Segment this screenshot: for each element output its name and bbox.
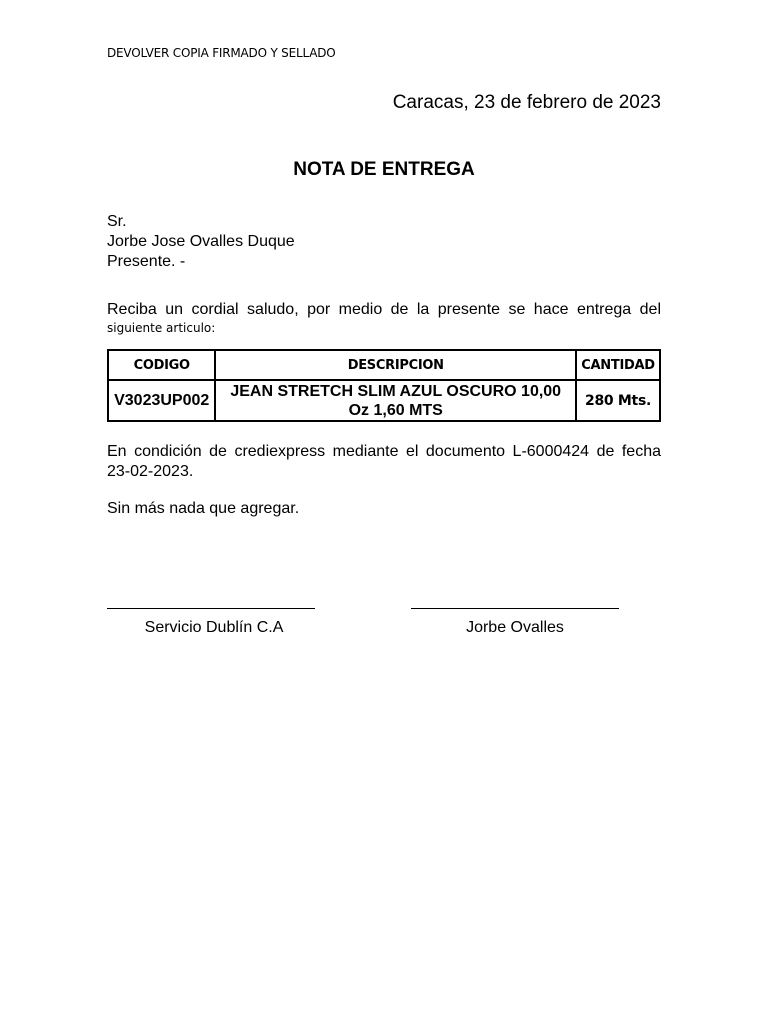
signature-line-left xyxy=(107,608,315,609)
items-table xyxy=(107,349,661,422)
header-descripcion: DESCRIPCION xyxy=(215,350,576,380)
recipient-salutation: Sr. xyxy=(107,213,127,230)
signature-line-right xyxy=(411,608,619,609)
signature-name-right: Jorbe Ovalles xyxy=(466,619,564,636)
intro-continuation: siguiente articulo: xyxy=(107,321,216,335)
cell-descripcion: JEAN STRETCH SLIM AZUL OSCURO 10,00 Oz 1,60 MTS xyxy=(215,380,576,421)
table-header-row xyxy=(108,350,660,380)
cell-codigo: V3023UP002 xyxy=(108,380,215,421)
header-codigo: CODIGO xyxy=(108,350,215,380)
table-row xyxy=(108,380,660,421)
signature-name-left: Servicio Dublín C.A xyxy=(144,619,284,636)
header-cantidad: CANTIDAD xyxy=(576,350,660,380)
closing-line: Sin más nada que agregar. xyxy=(107,500,300,517)
intro-paragraph: Reciba un cordial saludo, por medio de la presente se hace entrega del xyxy=(107,301,661,318)
recipient-presente: Presente. - xyxy=(107,253,186,270)
recipient-name: Jorbe Jose Ovalles Duque xyxy=(107,233,295,250)
cell-cantidad: 280 Mts. xyxy=(576,380,660,421)
condition-paragraph: En condición de crediexpress mediante el documento L-6000424 de fecha 23-02-2023. xyxy=(107,443,661,480)
document-title: NOTA DE ENTREGA xyxy=(293,159,475,180)
return-instruction-note: DEVOLVER COPIA FIRMADO Y SELLADO xyxy=(107,46,336,60)
date-line: Caracas, 23 de febrero de 2023 xyxy=(392,92,661,113)
recipient-block xyxy=(107,212,295,272)
